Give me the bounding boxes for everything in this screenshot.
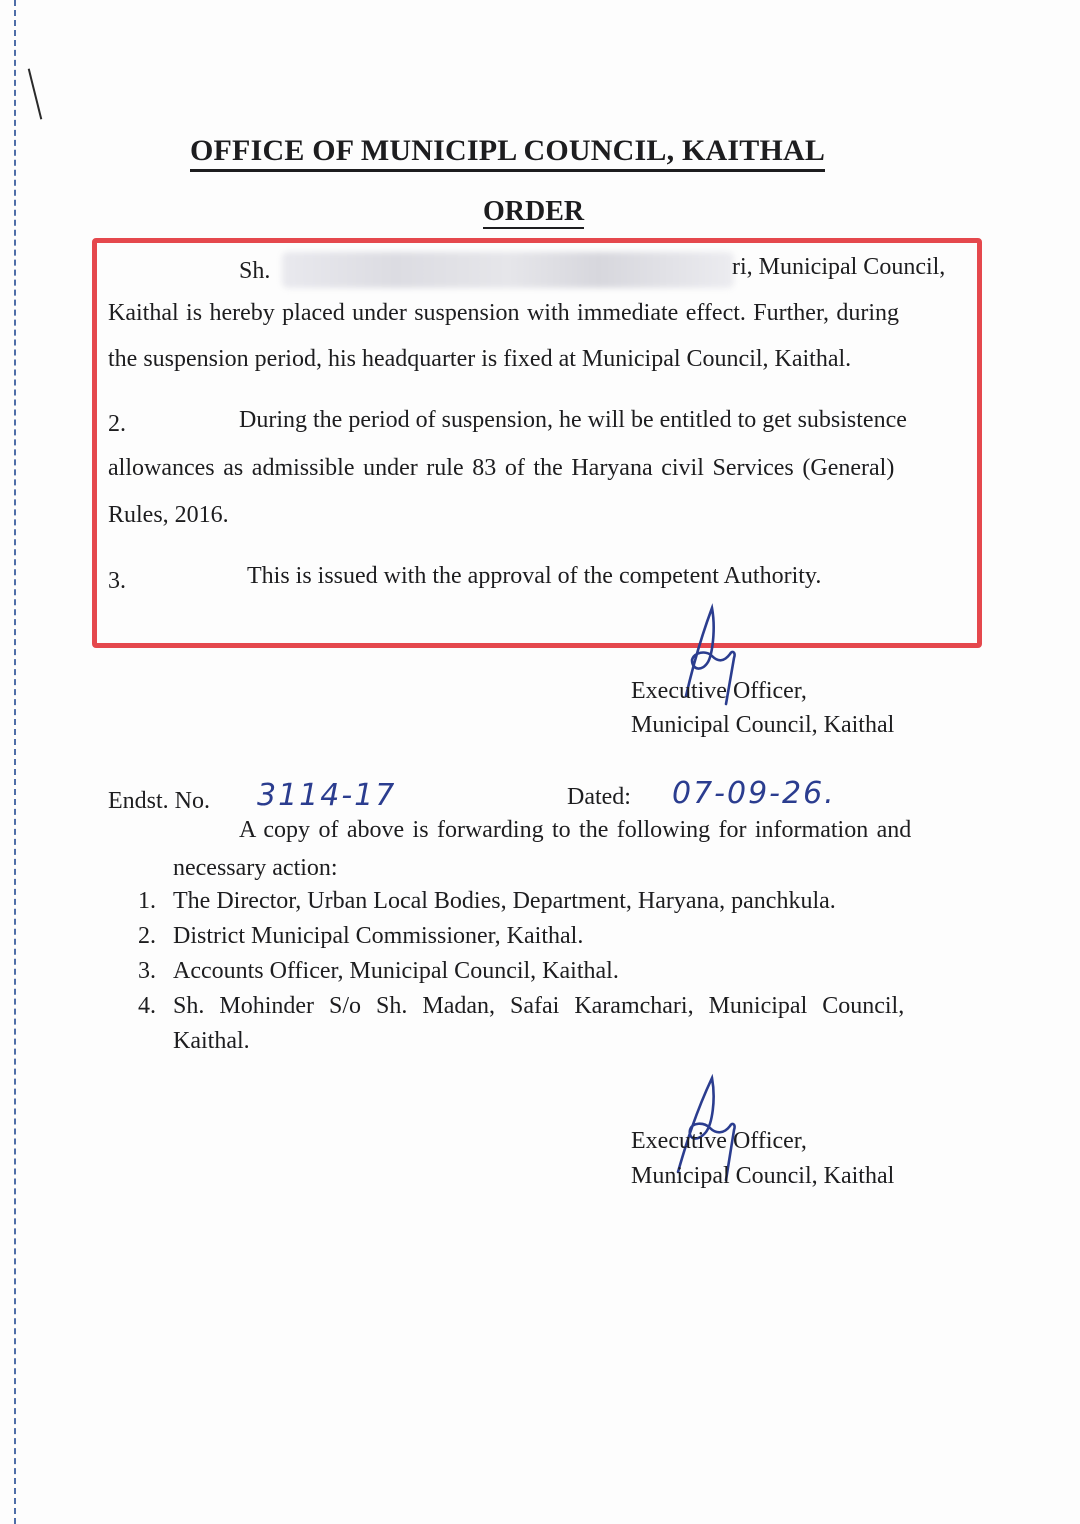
para3-number: 3. bbox=[108, 568, 126, 594]
office-heading: OFFICE OF MUNICIPL COUNCIL, KAITHAL bbox=[190, 134, 825, 172]
list-item-number: 2. bbox=[138, 923, 156, 949]
recipient-list bbox=[138, 884, 959, 1059]
list-item-number: 1. bbox=[138, 888, 156, 914]
para1-tail: ri, Municipal Council, bbox=[732, 254, 946, 280]
margin-dashed-line bbox=[14, 0, 16, 1524]
list-item-number: 3. bbox=[138, 958, 156, 984]
dated-label: Dated: bbox=[567, 784, 631, 810]
endst-number-handwritten: 3114-17 bbox=[257, 778, 397, 813]
para1-line3: the suspension period, his headquarter is fixed at Municipal Council, Kaithal. bbox=[108, 346, 852, 372]
order-title: ORDER bbox=[483, 196, 585, 227]
highlight-annotation-box bbox=[92, 238, 982, 648]
endst-label: Endst. No. bbox=[108, 788, 210, 814]
list-item-text: Accounts Officer, Municipal Council, Kaithal. bbox=[173, 958, 619, 984]
list-item bbox=[138, 919, 959, 954]
para1-prefix: Sh. bbox=[239, 258, 271, 284]
signature2-designation: Executive Officer, bbox=[631, 1128, 807, 1154]
list-item bbox=[138, 884, 959, 919]
date-handwritten: 07-09-26. bbox=[672, 776, 836, 811]
para3-text: This is issued with the approval of the competent Authority. bbox=[247, 563, 822, 589]
list-item bbox=[138, 989, 959, 1059]
list-item-text: The Director, Urban Local Bodies, Department, Haryana, panchkula. bbox=[173, 888, 836, 914]
signature1-designation: Executive Officer, bbox=[631, 678, 807, 704]
para2-line1: During the period of suspension, he will be entitled to get subsistence bbox=[239, 407, 907, 433]
list-item-text: District Municipal Commissioner, Kaithal. bbox=[173, 923, 584, 949]
list-item-text-line2: Kaithal. bbox=[173, 1028, 250, 1054]
list-item-text-line1: Sh. Mohinder S/o Sh. Madan, Safai Karamchari, Municipal Council, bbox=[173, 993, 905, 1019]
forward-intro-line2: necessary action: bbox=[173, 855, 338, 881]
para2-line2: allowances as admissible under rule 83 of the Haryana civil Services (General) bbox=[108, 455, 895, 481]
forward-intro-line1: A copy of above is forwarding to the following for information and bbox=[239, 817, 912, 843]
pen-mark bbox=[28, 69, 43, 120]
para2-number: 2. bbox=[108, 411, 126, 437]
para1-line2-text: Kaithal is hereby placed under suspension with immediate effect. Further, during bbox=[108, 300, 900, 326]
para2-line3: Rules, 2016. bbox=[108, 502, 229, 528]
list-item-number: 4. bbox=[138, 993, 156, 1019]
signature2-office: Municipal Council, Kaithal bbox=[631, 1163, 895, 1189]
signature1-office: Municipal Council, Kaithal bbox=[631, 712, 895, 738]
list-item-text bbox=[173, 989, 959, 1024]
list-item bbox=[138, 954, 959, 989]
